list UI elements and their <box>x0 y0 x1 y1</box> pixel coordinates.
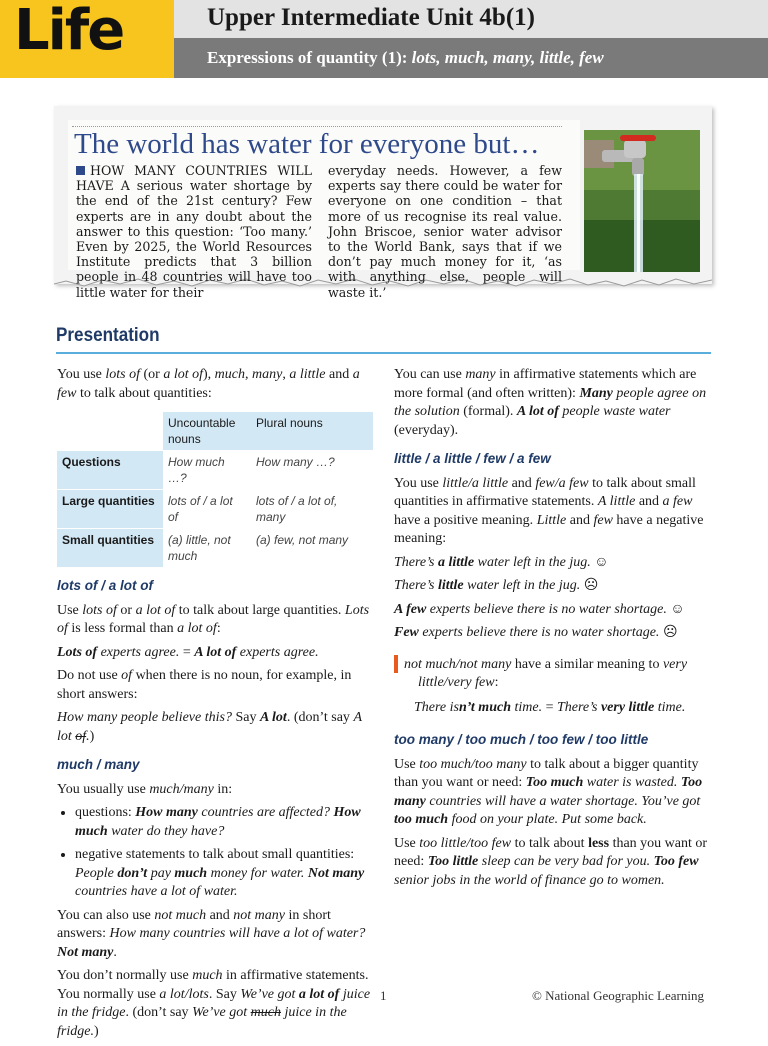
table-row-label: Questions <box>57 451 163 490</box>
water-tap-photo <box>584 130 700 272</box>
copyright: © National Geographic Learning <box>532 988 704 1003</box>
table-cell: How many …? <box>251 451 373 490</box>
table-cell: (a) few, not many <box>251 529 373 568</box>
subtitle-lead: Expressions of quantity (1): <box>207 48 412 67</box>
table-corner <box>57 412 163 451</box>
heading-lots-of: lots of / a lot of <box>57 578 153 593</box>
lots-example: Lots of experts agree. = A lot of experts agree. <box>57 644 319 660</box>
much-list <box>57 804 377 902</box>
little-example-2: There’s little water left in the jug. ☹ <box>394 578 599 593</box>
article-column-1 <box>76 163 312 300</box>
section-title: Presentation <box>56 325 160 346</box>
little-example-1: There’s a little water left in the jug. ☺ <box>394 554 609 570</box>
unit-title-bar <box>174 0 768 38</box>
heading-much-many: much / many <box>57 757 140 772</box>
table-header-uncountable: Uncountable nouns <box>163 412 251 451</box>
heading-little-few: little / a little / few / a few <box>394 451 551 466</box>
table-row <box>57 451 373 490</box>
many-formal: You can use many in affirmative statements which are more formal (and often written): Many people agree on the solution (formal). A lot of people waste water (everyday). <box>394 367 707 438</box>
lots-paragraph: Use lots of or a lot of to talk about large quantities. Lots of is less formal than a lot of: <box>57 602 370 636</box>
section-rule <box>56 352 711 354</box>
quantity-table <box>57 412 373 567</box>
lots-short-answer: How many people believe this? Say A lot. (don’t say A lot of.) <box>57 710 362 744</box>
lots-noun-rule: Do not use of when there is no noun, for example, in short answers: <box>57 668 352 702</box>
table-row <box>57 529 373 568</box>
little-paragraph: You use little/a little and few/a few to talk about small quantities in affirmative statements. A little and a few have a positive meaning. Little and few have a negative meaning: <box>394 475 704 546</box>
left-column <box>57 366 377 1046</box>
much-affirmative: You don’t normally use much in affirmative statements. You normally use a lot/lots. Say We’ve got a lot of juice in the fridge. (don’t say We’ve got much juice in the fridge.) <box>57 968 371 1039</box>
much-intro: You usually use much/many in: <box>57 781 233 797</box>
subtitle <box>207 48 604 68</box>
table-row-label: Large quantities <box>57 490 163 529</box>
list-item: • negative statements to talk about small quantities: People don’t pay much money for water. Not many countries have a lot of water. <box>75 846 377 902</box>
article-col1-text: HOW MANY COUNTRIES WILL HAVE A serious water shortage by the end of the 21st century? Few experts are in any doubt about the answer to this question: ‘Too many.’ Even by 2025, the World Resources Institute predicts that 3 billion people in 48 countries will have too little water for their <box>76 163 312 300</box>
few-example-1: A few experts believe there is no water shortage. ☺ <box>394 601 685 617</box>
unit-title: Upper Intermediate Unit 4b(1) <box>207 4 535 31</box>
table-cell: How much …? <box>163 451 251 490</box>
table-row-label: Small quantities <box>57 529 163 568</box>
page-number: 1 <box>380 988 387 1003</box>
heading-too: too many / too much / too few / too little <box>394 732 649 747</box>
table-cell: lots of / a lot of, many <box>251 490 373 529</box>
table-row <box>57 490 373 529</box>
table-header-plural: Plural nouns <box>251 412 373 451</box>
table-cell: (a) little, not much <box>163 529 251 568</box>
logo-text: Life <box>14 0 124 63</box>
life-logo <box>0 0 174 78</box>
table-cell: lots of / a lot of <box>163 490 251 529</box>
much-short-answers: You can also use not much and not many in short answers: How many countries will have a lot of water? Not many. <box>57 907 366 960</box>
few-example-2: Few experts believe there is no water shortage. ☹ <box>394 625 678 640</box>
too-much-paragraph: Use too much/too many to talk about a bigger quantity than you want or need: Too much water is wasted. Too many countries will have a water shortage. You’ve got too much food on your plate. Put some back. <box>394 756 703 827</box>
tip-badge: TIP <box>394 655 398 674</box>
list-item: • questions: How many countries are affected? How much water do they have? <box>75 804 377 841</box>
intro-paragraph: You use lots of (or a lot of), much, many, a little and a few to talk about quantities: <box>57 367 360 401</box>
too-little-paragraph: Use too little/too few to talk about less than you want or need: Too little sleep can be very bad for you. Too few senior jobs in the world of finance go to women. <box>394 835 708 888</box>
tip-example: There isn’t much time. = There’s very little time. <box>414 699 686 715</box>
article-headline: The world has water for everyone but… <box>74 128 540 160</box>
subtitle-terms: lots, much, many, little, few <box>411 48 604 67</box>
bullet-square-icon <box>76 166 85 175</box>
right-column <box>372 366 712 895</box>
clipping-dotted-rule <box>72 126 562 127</box>
subtitle-bar <box>174 38 768 78</box>
article-column-2: everyday needs. However, a few experts say there could be water for everyone on one condition – that more of us recognise its real value. John Briscoe, senior water advisor to the World Bank, says that if we don’t pay much money for it, ‘as with anything else, people will waste it.’ <box>328 163 562 300</box>
water-tap-icon <box>584 130 700 272</box>
tip-note: TIP not much/not many have a similar meaning to very little/very few: <box>372 656 688 690</box>
